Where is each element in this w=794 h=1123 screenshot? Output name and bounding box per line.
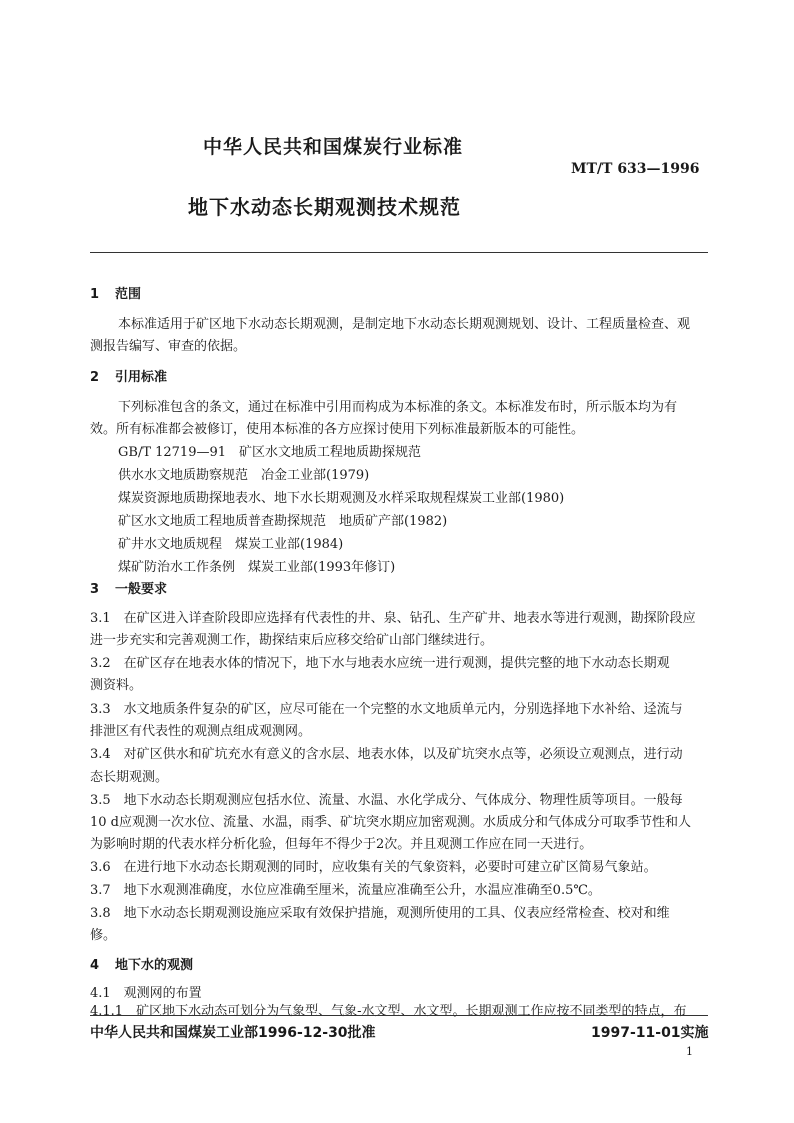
- section-heading-2: [90, 366, 167, 385]
- section-title: 地下水的观测: [115, 958, 194, 973]
- reference-item: 煤炭资源地质勘探地表水、地下水长期观测及水样采取规程煤炭工业部(1980): [118, 491, 565, 506]
- clause-line: 为影响时期的代表水样分析化验，但每年不得少于2次。并且观测工作应在同一天进行。: [90, 837, 593, 852]
- section-heading-3: [90, 578, 167, 597]
- section-number: 4: [90, 958, 100, 973]
- paragraph-line: 本标准适用于矿区地下水动态长期观测，是制定地下水动态长期观测规划、设计、工程质量检查、观: [118, 317, 691, 332]
- clause-line: 3.8 地下水动态长期观测设施应采取有效保护措施，观测所使用的工具、仪表应经常检查、校对和维: [90, 906, 670, 921]
- clause-line: 4.1.1 矿区地下水动态可划分为气象型、气象-水文型、水文型。长期观测工作应按不同类型的特点，布: [90, 1004, 687, 1019]
- clause-line: 修。: [90, 928, 117, 943]
- document-title: 地下水动态长期观测技术规范: [188, 195, 461, 219]
- issuing-organization: 中华人民共和国煤炭行业标准: [203, 136, 464, 158]
- clause-line: 3.1 在矿区进入详查阶段即应选择有代表性的井、泉、钻孔、生产矿井、地表水等进行观测，勘探阶段应: [90, 611, 696, 626]
- reference-item: 矿井水文地质规程 煤炭工业部(1984): [118, 537, 344, 552]
- reference-item: 矿区水文地质工程地质普查勘探规范 地质矿产部(1982): [118, 514, 448, 529]
- implementation-date: 1997-11-01实施: [591, 1025, 709, 1041]
- clause-line: 3.2 在矿区存在地表水体的情况下，地下水与地表水应统一进行观测，提供完整的地下水动态长期观: [90, 656, 670, 671]
- clause-line: 4.1 观测网的布置: [90, 986, 202, 1001]
- approval-date: 中华人民共和国煤炭工业部1996-12-30批准: [90, 1025, 376, 1041]
- section-heading-4: [90, 954, 193, 973]
- standard-code: MT/T 633—1996: [571, 161, 700, 177]
- clause-line: 10 d应观测一次水位、流量、水温，雨季、矿坑突水期应加密观测。水质成分和气体成分可取季节性和人: [90, 815, 691, 830]
- reference-item: 供水水文地质勘察规范 冶金工业部(1979): [118, 468, 370, 483]
- paragraph-line: 效。所有标准都会被修订，使用本标准的各方应探讨使用下列标准最新版本的可能性。: [90, 422, 585, 437]
- clause-line: 3.6 在进行地下水动态长期观测的同时，应收集有关的气象资料，必要时可建立矿区简易气象站。: [90, 860, 657, 875]
- section-title: 一般要求: [115, 582, 168, 597]
- section-heading-1: [90, 283, 141, 302]
- paragraph-line: 下列标准包含的条文，通过在标准中引用而构成为本标准的条文。本标准发布时，所示版本均为有: [118, 400, 678, 415]
- page-number: 1: [686, 1045, 693, 1058]
- clause-line: 测资料。: [90, 678, 143, 693]
- section-number: 1: [90, 287, 100, 302]
- paragraph-line: 测报告编写、审查的依据。: [90, 339, 247, 354]
- clause-line: 排泄区有代表性的观测点组成观测网。: [90, 724, 312, 739]
- clause-line: 3.3 水文地质条件复杂的矿区，应尽可能在一个完整的水文地质单元内，分别选择地下水补给、迳流与: [90, 702, 683, 717]
- section-title: 范围: [115, 287, 142, 302]
- section-number: 3: [90, 582, 100, 597]
- clause-line: 3.4 对矿区供水和矿坑充水有意义的含水层、地表水体，以及矿坑突水点等，必须设立观测点，进行动: [90, 747, 683, 762]
- clause-line: 态长期观测。: [90, 770, 169, 785]
- header-divider: [90, 252, 708, 253]
- reference-item: GB/T 12719—91 矿区水文地质工程地质勘探规范: [118, 445, 422, 460]
- clause-line: 3.5 地下水动态长期观测应包括水位、流量、水温、水化学成分、气体成分、物理性质等项目。一般每: [90, 793, 683, 808]
- footer-divider: [90, 1015, 708, 1016]
- section-title: 引用标准: [115, 370, 168, 385]
- section-number: 2: [90, 370, 100, 385]
- clause-line: 3.7 地下水观测准确度，水位应准确至厘米，流量应准确至公升，水温应准确至0.5℃。: [90, 883, 601, 898]
- clause-line: 进一步充实和完善观测工作，勘探结束后应移交给矿山部门继续进行。: [90, 633, 494, 648]
- reference-item: 煤矿防治水工作条例 煤炭工业部(1993年修订): [118, 560, 396, 575]
